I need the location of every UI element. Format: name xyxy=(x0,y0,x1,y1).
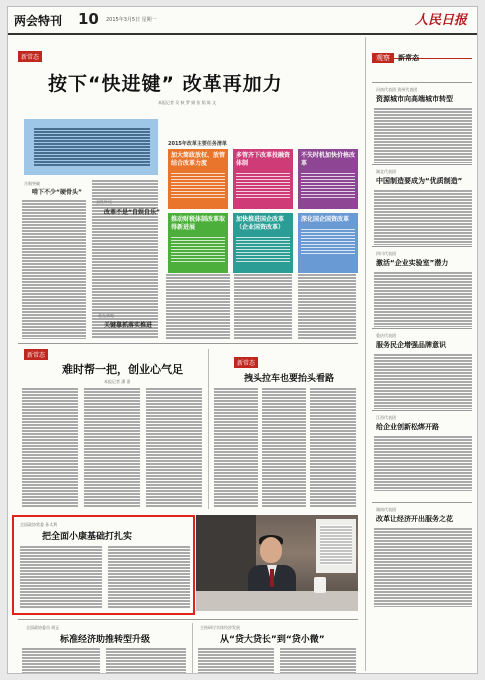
sidebar-item-kicker: 江西代表团 xyxy=(376,415,396,420)
reform-task-text xyxy=(301,227,355,255)
sec2-text1 xyxy=(22,387,78,507)
reform-task-text xyxy=(301,171,355,199)
sec3-text1 xyxy=(214,387,258,507)
sec3-tag: 新常态 xyxy=(234,357,258,368)
reform-task-text xyxy=(236,235,290,263)
reform-task-title: 加大简政放权、放管结合改革力度 xyxy=(171,152,226,167)
reform-task-tile[interactable] xyxy=(233,149,293,209)
sec2-headline[interactable]: 难时帮一把，创业心气足 xyxy=(62,363,183,376)
reform-task-text xyxy=(171,171,225,199)
redbox-text2 xyxy=(108,545,190,609)
sec5-headline[interactable]: 从“贷大贷长”到“贷小微” xyxy=(220,635,325,645)
sidebar-item-text xyxy=(374,527,472,607)
reform-task-text xyxy=(171,235,225,263)
redbox-text1 xyxy=(20,545,102,609)
sec2-text3 xyxy=(146,387,202,507)
sidebar-item-text xyxy=(374,353,472,409)
sidebar-item-title[interactable]: 服务民企增强品牌意识 xyxy=(376,341,446,349)
section-title: 两会特刊 xyxy=(14,14,63,28)
reform-task-tile[interactable] xyxy=(233,213,293,273)
newspaper-page xyxy=(7,6,478,674)
issue-date: 2015年3月5日 星期一 xyxy=(106,17,157,23)
sec3-text2 xyxy=(262,387,306,507)
sec2-byline: 本报记者 潘 嘉 xyxy=(104,379,131,384)
section-tag: 新常态 xyxy=(18,51,42,62)
redbox-title[interactable]: 把全面小康基础打扎实 xyxy=(42,532,133,542)
col4-text xyxy=(234,273,292,339)
sidebar-item-title[interactable]: 资源城市向高端城市转型 xyxy=(376,95,453,103)
sidebar-item-text xyxy=(374,271,472,327)
lead-byline: 本报记者 吴 秋 罗 娟 张 韬 陈 文 xyxy=(158,100,217,105)
sidebar-banner-title: 新常态 xyxy=(398,54,419,62)
reform-task-tile[interactable] xyxy=(168,149,228,209)
sec2-tag: 新常态 xyxy=(24,349,48,360)
mid-low-kicker: 重在落地 xyxy=(98,313,114,318)
sec4-kicker: 全国政协委员 胡正 xyxy=(26,625,60,630)
reform-task-title: 不失时机加快价格改革 xyxy=(301,152,356,167)
reform-task-tile[interactable] xyxy=(168,213,228,273)
sec4-text1 xyxy=(22,647,100,674)
sec5-text2 xyxy=(280,647,356,674)
col5-text xyxy=(298,273,356,339)
reform-task-title: 多管齐下改革投融资体制 xyxy=(236,152,291,167)
sidebar-item-kicker: 湖北代表团 xyxy=(376,169,396,174)
reform-task-title: 加快推进国企改革（企业国资改革） xyxy=(236,216,285,231)
sidebar-item-kicker: 四川代表团 xyxy=(376,251,396,256)
news-photo xyxy=(196,515,358,611)
sidebar-item-text xyxy=(374,435,472,491)
sidebar-column xyxy=(365,37,477,671)
sidebar-item-kicker: 河南代表团 贵州代表团 xyxy=(376,87,418,92)
masthead-logo: 人民日报 xyxy=(414,13,467,28)
sidebar-item-text xyxy=(374,189,472,245)
reform-task-tile[interactable] xyxy=(298,149,358,209)
redbox-kicker: 全国政协常委 孙太利 xyxy=(20,522,58,527)
infobox-title: 2015年改革主要任务清单 xyxy=(168,141,227,147)
sidebar-banner xyxy=(372,45,472,62)
lead-summary-box xyxy=(24,119,158,175)
sidebar-item-kicker: 重庆代表团 xyxy=(376,333,396,338)
page-header xyxy=(8,7,477,35)
lead-headline[interactable]: 按下“快进键” 改革再加力 xyxy=(48,73,283,95)
reform-task-title: 深化国企国资改革 xyxy=(301,216,350,223)
sec4-text2 xyxy=(106,647,186,674)
mid-col-kicker: 去杠杆化 xyxy=(96,199,112,204)
mid-low-heading[interactable]: 关键靠抓落实推进 xyxy=(104,322,153,329)
sidebar-item-title[interactable]: 激活“企业实验室”潜力 xyxy=(376,259,449,267)
reform-task-text xyxy=(236,171,290,199)
sec2-text2 xyxy=(84,387,140,507)
left-col-heading[interactable]: 啃下不少“硬骨头” xyxy=(32,189,82,196)
sec3-headline[interactable]: 拽头拉车也要抬头看路 xyxy=(244,374,335,384)
mid-col-text xyxy=(166,273,230,339)
highlighted-article[interactable] xyxy=(12,515,195,615)
reform-task-title: 推动财税体制改革取得新进展 xyxy=(171,216,226,231)
left-col-text xyxy=(22,199,86,339)
sec4-headline[interactable]: 标准经济助推转型升级 xyxy=(60,635,151,645)
mid-col-heading[interactable]: 改革不是“自娱自乐” xyxy=(104,209,160,216)
sec5-kicker: 主持研讨实体经济发展 xyxy=(200,625,240,630)
sidebar-item-text xyxy=(374,107,472,163)
reform-task-tile[interactable] xyxy=(298,213,358,273)
sidebar-item-title[interactable]: 给企业创新松绑开路 xyxy=(376,423,439,431)
sidebar-item-title[interactable]: 改革让经济开出服务之花 xyxy=(376,515,453,523)
sidebar-banner-tag: 观察 xyxy=(372,53,394,63)
page-number: 10 xyxy=(78,10,99,28)
main-column xyxy=(8,37,360,673)
sidebar-item-title[interactable]: 中国制造要成为“优质制造” xyxy=(376,177,463,185)
left-col-kicker: 合唱突破 xyxy=(24,181,40,186)
sidebar-item-kicker: 湖南代表团 xyxy=(376,507,396,512)
sec3-text3 xyxy=(310,387,356,507)
sec5-text1 xyxy=(198,647,274,674)
